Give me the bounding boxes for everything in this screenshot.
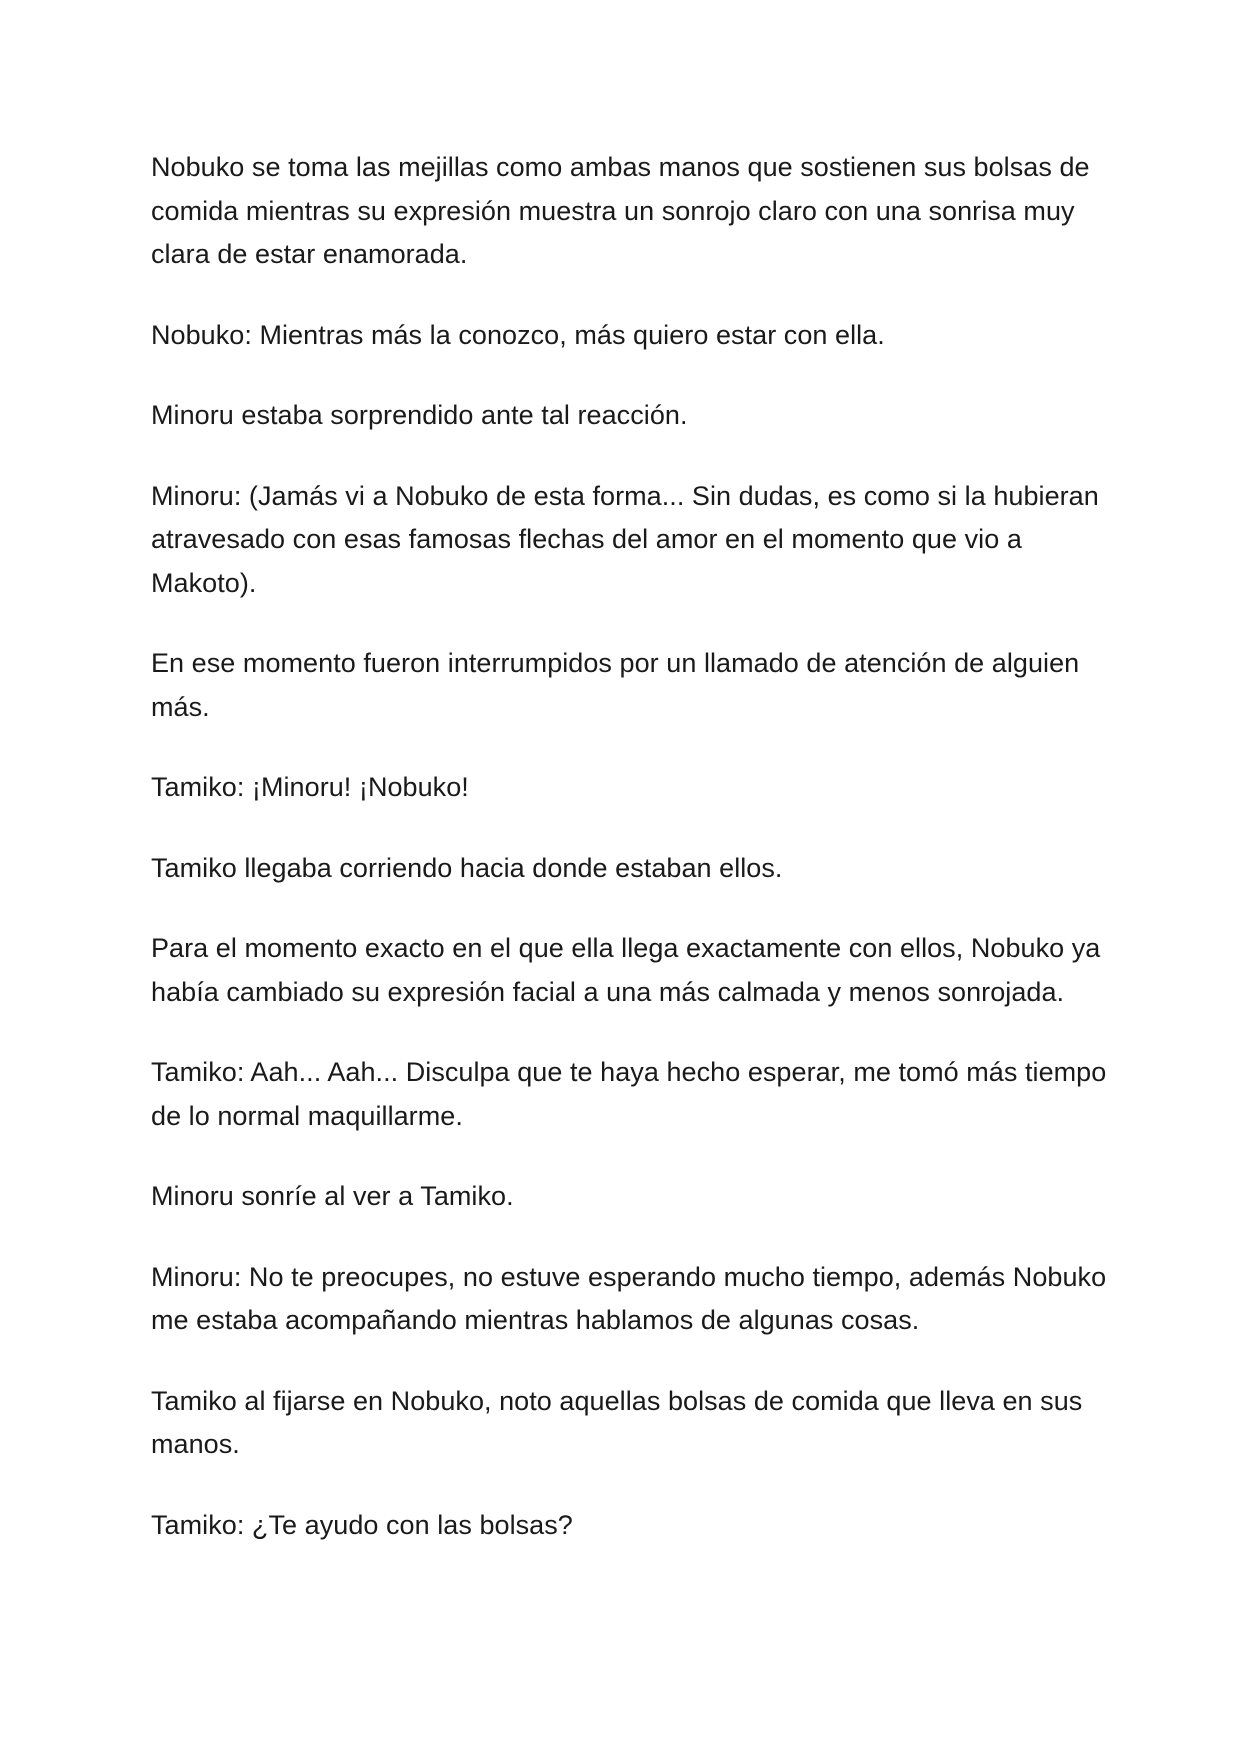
paragraph-narration-3: En ese momento fueron interrumpidos por un llamado de atención de alguien más. [151,648,1080,722]
paragraph-narration-5: Para el momento exacto en el que ella llega exactamente con ellos, Nobuko ya había cambiado su expresión facial a una más calmada y menos sonrojada. [151,933,1101,1007]
paragraph-narration-6: Minoru sonríe al ver a Tamiko. [151,1181,514,1211]
paragraph-dialogue-tamiko-2: Tamiko: Aah... Aah... Disculpa que te haya hecho esperar, me tomó más tiempo de lo normal maquillarme. [151,1057,1107,1131]
paragraph-dialogue-nobuko-1: Nobuko: Mientras más la conozco, más quiero estar con ella. [151,319,885,350]
paragraph-dialogue-minoru-1: Minoru: (Jamás vi a Nobuko de esta forma... Sin dudas, es como si la hubieran atravesado con esas famosas flechas del amor en el momento que vio a Makoto). [151,480,1099,598]
paragraph-narration-2: Minoru estaba sorprendido ante tal reacción. [151,400,688,430]
paragraph-dialogue-tamiko-1: Tamiko: ¡Minoru! ¡Nobuko! [151,772,469,802]
paragraph-dialogue-minoru-2: Minoru: No te preocupes, no estuve esperando mucho tiempo, además Nobuko me estaba acompañando mientras hablamos de algunas cosas. [151,1261,1107,1335]
document-body [151,146,1111,1584]
paragraph-narration-4: Tamiko llegaba corriendo hacia donde estaban ellos. [151,852,783,883]
paragraph-dialogue-tamiko-3: Tamiko: ¿Te ayudo con las bolsas? [151,1509,573,1540]
paragraph-narration-7: Tamiko al fijarse en Nobuko, noto aquellas bolsas de comida que lleva en sus manos. [151,1385,1083,1459]
paragraph-narration-1: Nobuko se toma las mejillas como ambas manos que sostienen sus bolsas de comida mientras su expresión muestra un sonrojo claro con una sonrisa muy clara de estar enamorada. [151,152,1090,269]
